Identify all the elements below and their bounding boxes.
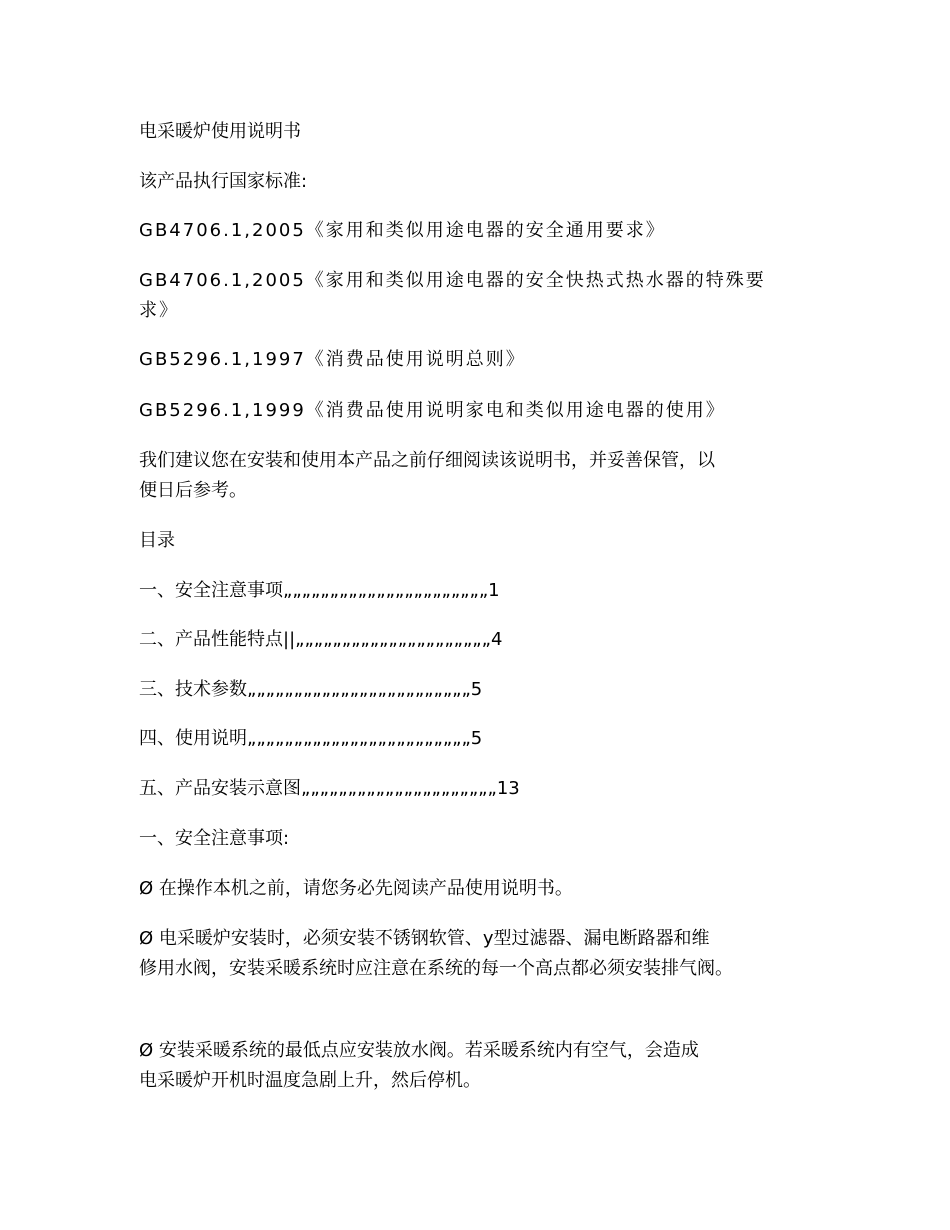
- toc-entry: 四、使用说明„„„„„„„„„„„„„„„„„„„„„„„„5: [139, 728, 483, 749]
- safety-item: Ø 安装采暖系统的最低点应安装放水阀。若采暖系统内有空气，会造成 电采暖炉开机时温度急剧上升，然后停机。: [139, 1040, 699, 1091]
- toc-entry: 一、安全注意事项„„„„„„„„„„„„„„„„„„„„„„1: [139, 580, 500, 601]
- standard-line: GB4706.1,2005《家用和类似用途电器的安全快热式热水器的特殊要 求》: [139, 270, 766, 321]
- standard-line: GB4706.1,2005《家用和类似用途电器的安全通用要求》: [139, 220, 666, 241]
- document-title: 电采暖炉使用说明书: [139, 121, 301, 142]
- safety-item: Ø 在操作本机之前，请您务必先阅读产品使用说明书。: [139, 878, 573, 899]
- standards-intro: 该产品执行国家标准:: [139, 171, 308, 192]
- toc-entry: 五、产品安装示意图„„„„„„„„„„„„„„„„„„„„„13: [139, 778, 520, 799]
- toc-entry: 三、技术参数„„„„„„„„„„„„„„„„„„„„„„„„5: [139, 679, 483, 700]
- section-heading: 一、安全注意事项:: [139, 828, 290, 849]
- advice-paragraph: 我们建议您在安装和使用本产品之前仔细阅读该说明书，并妥善保管，以 便日后参考。: [139, 450, 715, 501]
- safety-item: Ø 电采暖炉安装时，必须安装不锈钢软管、y型过滤器、漏电断路器和维 修用水阀，安装采暖系统时应注意在系统的每一个高点都必须安装排气阀。: [139, 928, 733, 979]
- toc-entry: 二、产品性能特点||„„„„„„„„„„„„„„„„„„„„„4: [139, 629, 503, 650]
- standard-line: GB5296.1,1999《消费品使用说明家电和类似用途电器的使用》: [139, 400, 726, 421]
- toc-heading: 目录: [139, 530, 175, 551]
- standard-line: GB5296.1,1997《消费品使用说明总则》: [139, 349, 526, 370]
